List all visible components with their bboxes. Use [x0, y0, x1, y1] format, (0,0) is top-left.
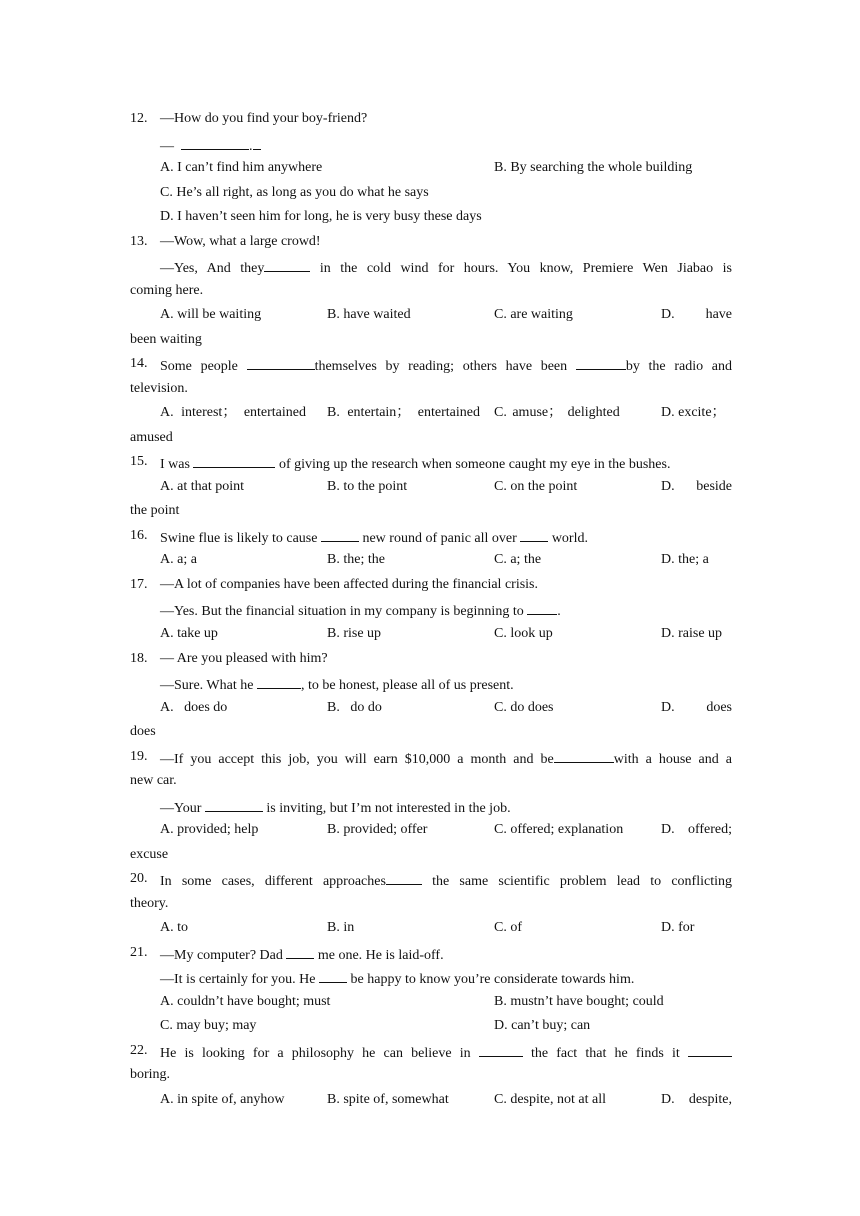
answer-blank — [520, 527, 548, 542]
question-number: 16. — [130, 528, 148, 543]
text: He is looking for a philosophy he can believe in — [160, 1046, 479, 1061]
option-a: A. in spite of, anyhow — [160, 1092, 285, 1107]
option-c: C. offered; explanation — [494, 822, 624, 837]
question-number: 18. — [130, 651, 148, 666]
text: in the cold wind for hours. You know, Premiere Wen Jiabao is — [310, 261, 732, 276]
text: In some cases, different approaches — [160, 874, 386, 889]
option-d: D. despite, — [661, 1092, 732, 1107]
question-continuation: new car. — [130, 773, 177, 788]
option-d-label: D. — [661, 479, 675, 494]
option-d: D. can’t buy; can — [494, 1018, 591, 1033]
text: themselves by reading; others have been — [314, 359, 576, 374]
answer-blank — [253, 135, 261, 150]
text: —Sure. What he — [160, 678, 257, 693]
answer-blank — [264, 257, 310, 272]
question-stem: — Are you pleased with him? — [160, 651, 328, 666]
text: —Your — [160, 801, 205, 816]
option-b: B. to the point — [327, 479, 408, 494]
option-d: D. excite； — [661, 405, 726, 420]
text: Swine flue is likely to cause — [160, 531, 321, 546]
answer-blank-line — [160, 135, 261, 156]
option-c: C. of — [494, 920, 522, 935]
question-stem — [160, 944, 444, 965]
answer-blank — [257, 674, 301, 689]
option-d: have — [705, 307, 732, 322]
answer-blank — [688, 1042, 732, 1057]
question-number: 20. — [130, 871, 148, 886]
question-reply — [160, 968, 634, 989]
question-continuation: television. — [130, 381, 188, 396]
question-number: 19. — [130, 749, 148, 764]
option-c: C. on the point — [494, 479, 578, 494]
option-d-continuation: excuse — [130, 847, 169, 862]
option-d: does — [706, 700, 732, 715]
question-stem — [160, 527, 588, 548]
option-d-label: D. — [661, 307, 675, 322]
text: is inviting, but I’m not interested in the job. — [262, 801, 511, 816]
option-a: A. provided; help — [160, 822, 259, 837]
option-d: D. for — [661, 920, 695, 935]
answer-blank — [321, 527, 359, 542]
answer-blank — [247, 355, 315, 370]
question-stem — [160, 870, 732, 890]
text: the same scientific problem lead to conflicting — [421, 874, 732, 889]
text: by the radio and — [625, 359, 732, 374]
text: —If you accept this job, you will earn $10,000 a month and be — [160, 752, 554, 767]
option-d: D. raise up — [661, 626, 723, 641]
answer-blank — [286, 944, 314, 959]
question-reply — [160, 600, 561, 621]
option-c: C. look up — [494, 626, 553, 641]
question-continuation: boring. — [130, 1067, 171, 1082]
dash: — — [160, 139, 174, 154]
answer-blank — [319, 968, 347, 983]
text: with a house and a — [613, 752, 732, 767]
text: —It is certainly for you. He — [160, 972, 320, 987]
option-a: A. take up — [160, 626, 218, 641]
question-number: 21. — [130, 945, 148, 960]
option-c: C. do does — [494, 700, 554, 715]
question-stem — [160, 453, 670, 474]
answer-blank — [554, 748, 614, 763]
option-b: B. in — [327, 920, 355, 935]
question-stem: —A lot of companies have been affected during the financial crisis. — [160, 577, 538, 592]
question-number: 14. — [130, 356, 148, 371]
option-c: C. amuse； delighted — [494, 405, 620, 420]
text: —Yes. But the financial situation in my company is beginning to — [160, 604, 528, 619]
option-d: D. the; a — [661, 552, 709, 567]
option-b: B. do do — [327, 700, 382, 715]
option-b: B. entertain； entertained — [327, 405, 480, 420]
text: I was — [160, 457, 194, 472]
option-d-continuation: the point — [130, 503, 180, 518]
option-d-continuation: been waiting — [130, 332, 202, 347]
option-a: A. interest； entertained — [160, 405, 307, 420]
text: —Yes, And they — [160, 261, 265, 276]
question-continuation: coming here. — [130, 283, 204, 298]
answer-blank — [386, 870, 422, 885]
answer-blank — [193, 453, 275, 468]
answer-blank — [576, 355, 626, 370]
option-a: A. to — [160, 920, 188, 935]
answer-blank — [205, 797, 263, 812]
question-number: 17. — [130, 577, 148, 592]
question-reply — [160, 257, 732, 277]
answer-blank — [479, 1042, 523, 1057]
answer-blank — [181, 135, 249, 150]
option-a: A. does do — [160, 700, 228, 715]
question-stem — [160, 355, 732, 375]
option-c: C. may buy; may — [160, 1018, 257, 1033]
text: the fact that he finds it — [522, 1046, 688, 1061]
option-a: A. I can’t find him anywhere — [160, 160, 323, 175]
question-reply — [160, 674, 514, 695]
option-b: B. spite of, somewhat — [327, 1092, 449, 1107]
option-d-label: D. — [661, 700, 675, 715]
option-d: D. offered; — [661, 822, 732, 837]
text: . — [557, 604, 561, 619]
text: new round of panic all over — [358, 531, 521, 546]
text: world. — [548, 531, 588, 546]
text: Some people — [160, 359, 247, 374]
option-d-continuation: amused — [130, 430, 173, 445]
option-a: A. at that point — [160, 479, 244, 494]
period: . — [249, 139, 253, 154]
option-a: A. couldn’t have bought; must — [160, 994, 331, 1009]
question-stem: —Wow, what a large crowd! — [160, 234, 321, 249]
option-c: C. despite, not at all — [494, 1092, 606, 1107]
option-c: C. a; the — [494, 552, 542, 567]
option-b: B. By searching the whole building — [494, 160, 693, 175]
option-b: B. provided; offer — [327, 822, 428, 837]
question-number: 15. — [130, 454, 148, 469]
text: me one. He is laid-off. — [314, 948, 444, 963]
text: —My computer? Dad — [160, 948, 287, 963]
option-b: B. the; the — [327, 552, 385, 567]
option-c: C. are waiting — [494, 307, 573, 322]
question-number: 13. — [130, 234, 148, 249]
option-a: A. will be waiting — [160, 307, 262, 322]
option-b: B. mustn’t have bought; could — [494, 994, 664, 1009]
question-stem — [160, 1042, 732, 1062]
text: , to be honest, please all of us present. — [300, 678, 514, 693]
answer-blank — [527, 600, 557, 615]
text: of giving up the research when someone caught my eye in the bushes. — [275, 457, 671, 472]
text: be happy to know you’re considerate towards him. — [347, 972, 635, 987]
question-stem — [160, 748, 732, 768]
question-number: 22. — [130, 1043, 148, 1058]
option-d: beside — [696, 479, 732, 494]
option-d-continuation: does — [130, 724, 156, 739]
question-stem: —How do you find your boy-friend? — [160, 111, 368, 126]
option-d: D. I haven’t seen him for long, he is very busy these days — [160, 209, 482, 224]
option-a: A. a; a — [160, 552, 197, 567]
question-reply — [160, 797, 511, 818]
question-number: 12. — [130, 111, 148, 126]
option-c: C. He’s all right, as long as you do what he says — [160, 185, 429, 200]
question-continuation: theory. — [130, 896, 169, 911]
option-b: B. have waited — [327, 307, 411, 322]
option-b: B. rise up — [327, 626, 382, 641]
